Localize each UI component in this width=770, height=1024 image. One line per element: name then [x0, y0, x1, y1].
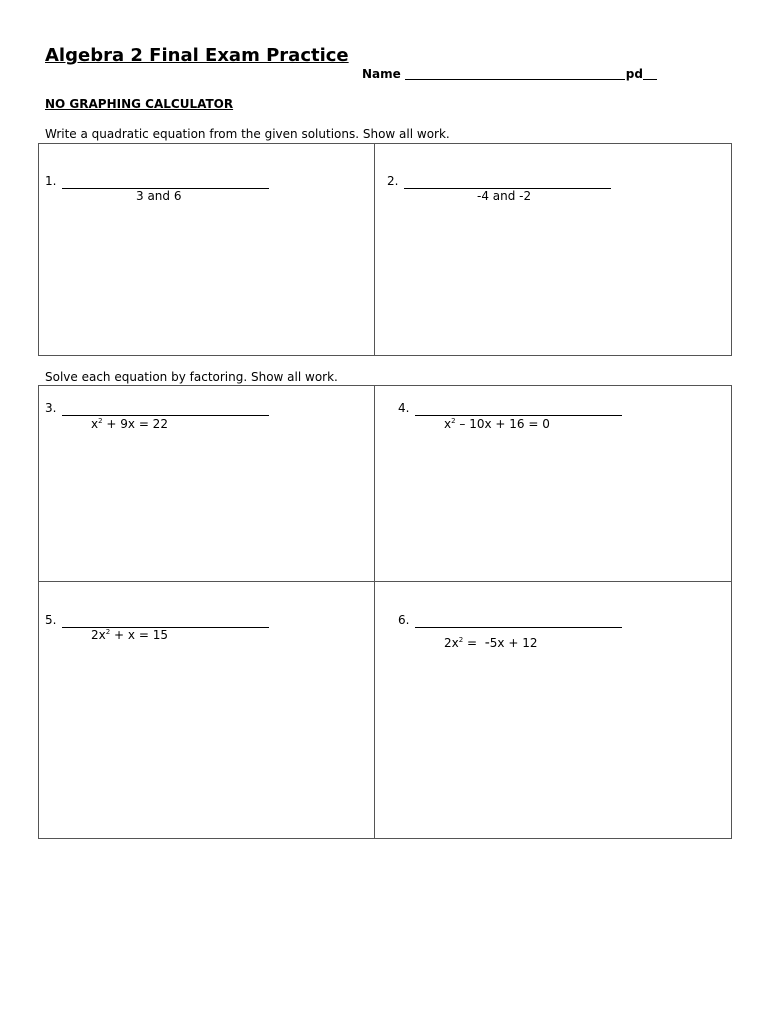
name-label: Name: [362, 67, 401, 81]
name-field[interactable]: [362, 67, 657, 81]
problem-4-equation: $x^2 - 10x + 16 = 0$: [444, 417, 550, 431]
problem-2-given: -4 and -2: [477, 189, 532, 203]
problem-3-answer-line[interactable]: [62, 415, 269, 416]
problem-2-number: 2.: [387, 174, 399, 188]
section2-instruction: Solve each equation by factoring. Show all work.: [45, 370, 338, 384]
problem-1-number: 1.: [45, 174, 57, 188]
problem-1-given: 3 and 6: [136, 189, 182, 203]
problem-5-number: 5.: [45, 613, 57, 627]
problem-6-answer-line[interactable]: [415, 627, 622, 628]
section2-row-divider: [38, 581, 732, 582]
problem-3-number: 3.: [45, 401, 57, 415]
section2-divider: [374, 385, 375, 839]
section1-divider: [374, 143, 375, 356]
problem-6-equation: $2x^2 = -5x + 12$: [444, 635, 538, 651]
problem-4-answer-line[interactable]: [415, 415, 622, 416]
name-blank[interactable]: [405, 79, 625, 80]
section2-grid: [38, 385, 732, 839]
pd-blank[interactable]: [643, 79, 657, 80]
calculator-note: NO GRAPHING CALCULATOR: [45, 97, 234, 111]
section1-instruction: Write a quadratic equation from the given solutions. Show all work.: [45, 127, 450, 141]
problem-4-number: 4.: [398, 401, 410, 415]
section1-grid: [38, 143, 732, 356]
pd-label: pd: [625, 67, 643, 81]
problem-5-equation: $2x^2 + x = 15$: [91, 628, 168, 642]
problem-6-number: 6.: [398, 613, 410, 627]
problem-3-equation: $x^2 + 9x = 22$: [91, 417, 168, 431]
page-title: Algebra 2 Final Exam Practice: [45, 45, 349, 66]
